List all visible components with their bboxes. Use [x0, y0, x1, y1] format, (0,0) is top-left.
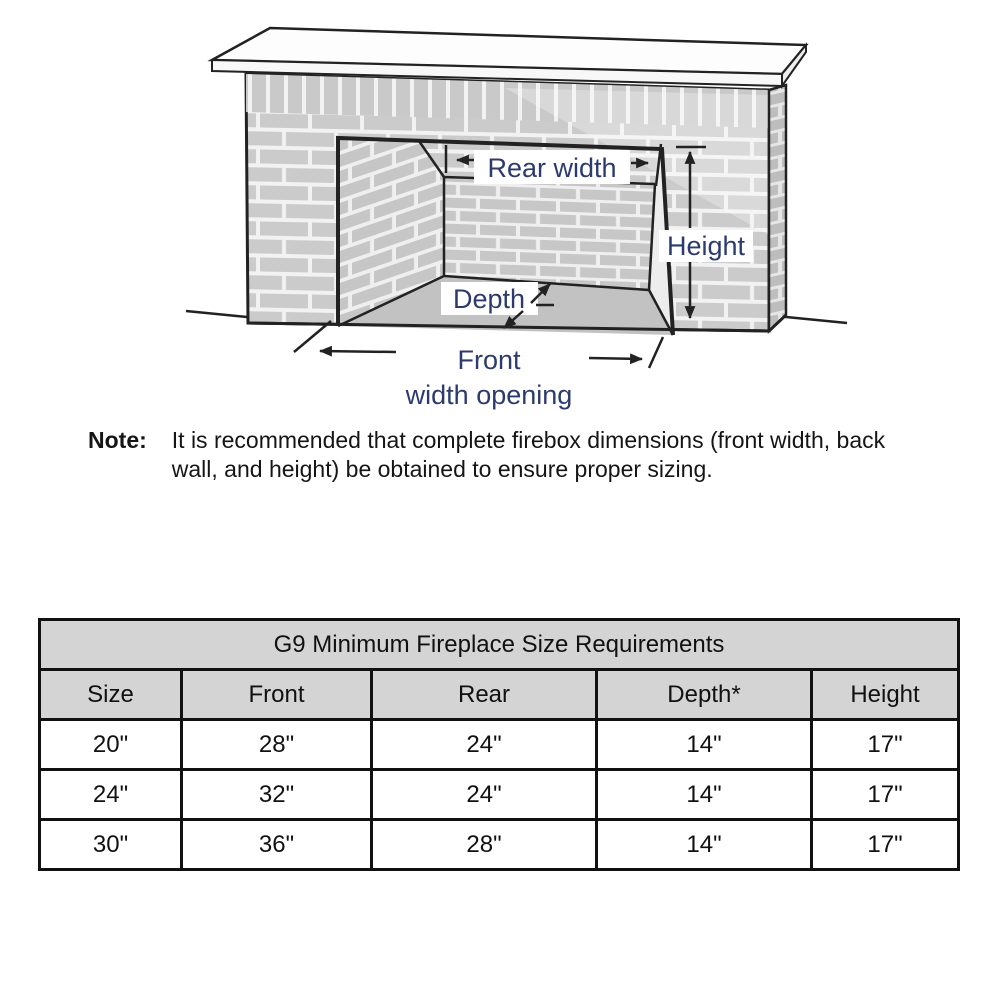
cell-rear: 24": [372, 720, 597, 770]
note-label: Note:: [88, 427, 147, 453]
cell-depth: 14": [597, 770, 812, 820]
firebox-back-wall: [444, 177, 655, 290]
note-text: It is recommended that complete firebox dimensions (front width, back wall, and height) be obtained to ensure proper sizing.: [171, 427, 886, 482]
table-row-20: [40, 720, 959, 770]
cell-size: 30": [40, 820, 182, 870]
col-header-rear: Rear: [372, 670, 597, 720]
table-title-row: [40, 620, 959, 670]
note: [88, 426, 904, 484]
cell-rear: 28": [372, 820, 597, 870]
ground-line-right: [776, 316, 847, 323]
cell-height: 17": [812, 820, 959, 870]
front-width-label-line2: width opening: [405, 380, 573, 410]
cell-size: 20": [40, 720, 182, 770]
front-width-arrow-left: [320, 351, 396, 352]
cell-height: 17": [812, 770, 959, 820]
cell-front: 28": [182, 720, 372, 770]
depth-label: Depth: [452, 284, 526, 314]
cell-size: 24": [40, 770, 182, 820]
col-header-depth: Depth*: [597, 670, 812, 720]
spec-table: [38, 618, 960, 871]
table-title: G9 Minimum Fireplace Size Requirements: [40, 620, 959, 670]
height-label: Height: [666, 231, 746, 261]
cell-front: 32": [182, 770, 372, 820]
front-width-arrow-right: [589, 358, 642, 359]
cell-depth: 14": [597, 820, 812, 870]
cell-height: 17": [812, 720, 959, 770]
ground-line-left: [186, 311, 247, 317]
col-header-height: Height: [812, 670, 959, 720]
table-row-30: [40, 820, 959, 870]
cell-depth: 14": [597, 720, 812, 770]
front-width-label-line1: Front: [457, 345, 521, 375]
front-width-tick-left: [294, 321, 331, 352]
table-header-row: [40, 670, 959, 720]
fireplace-diagram: [0, 0, 1000, 425]
col-header-size: Size: [40, 670, 182, 720]
brick-side-face: [769, 85, 786, 331]
table-row-24: [40, 770, 959, 820]
cell-front: 36": [182, 820, 372, 870]
front-width-tick-right: [649, 337, 663, 368]
rear-width-label: Rear width: [487, 153, 617, 183]
col-header-front: Front: [182, 670, 372, 720]
cell-rear: 24": [372, 770, 597, 820]
